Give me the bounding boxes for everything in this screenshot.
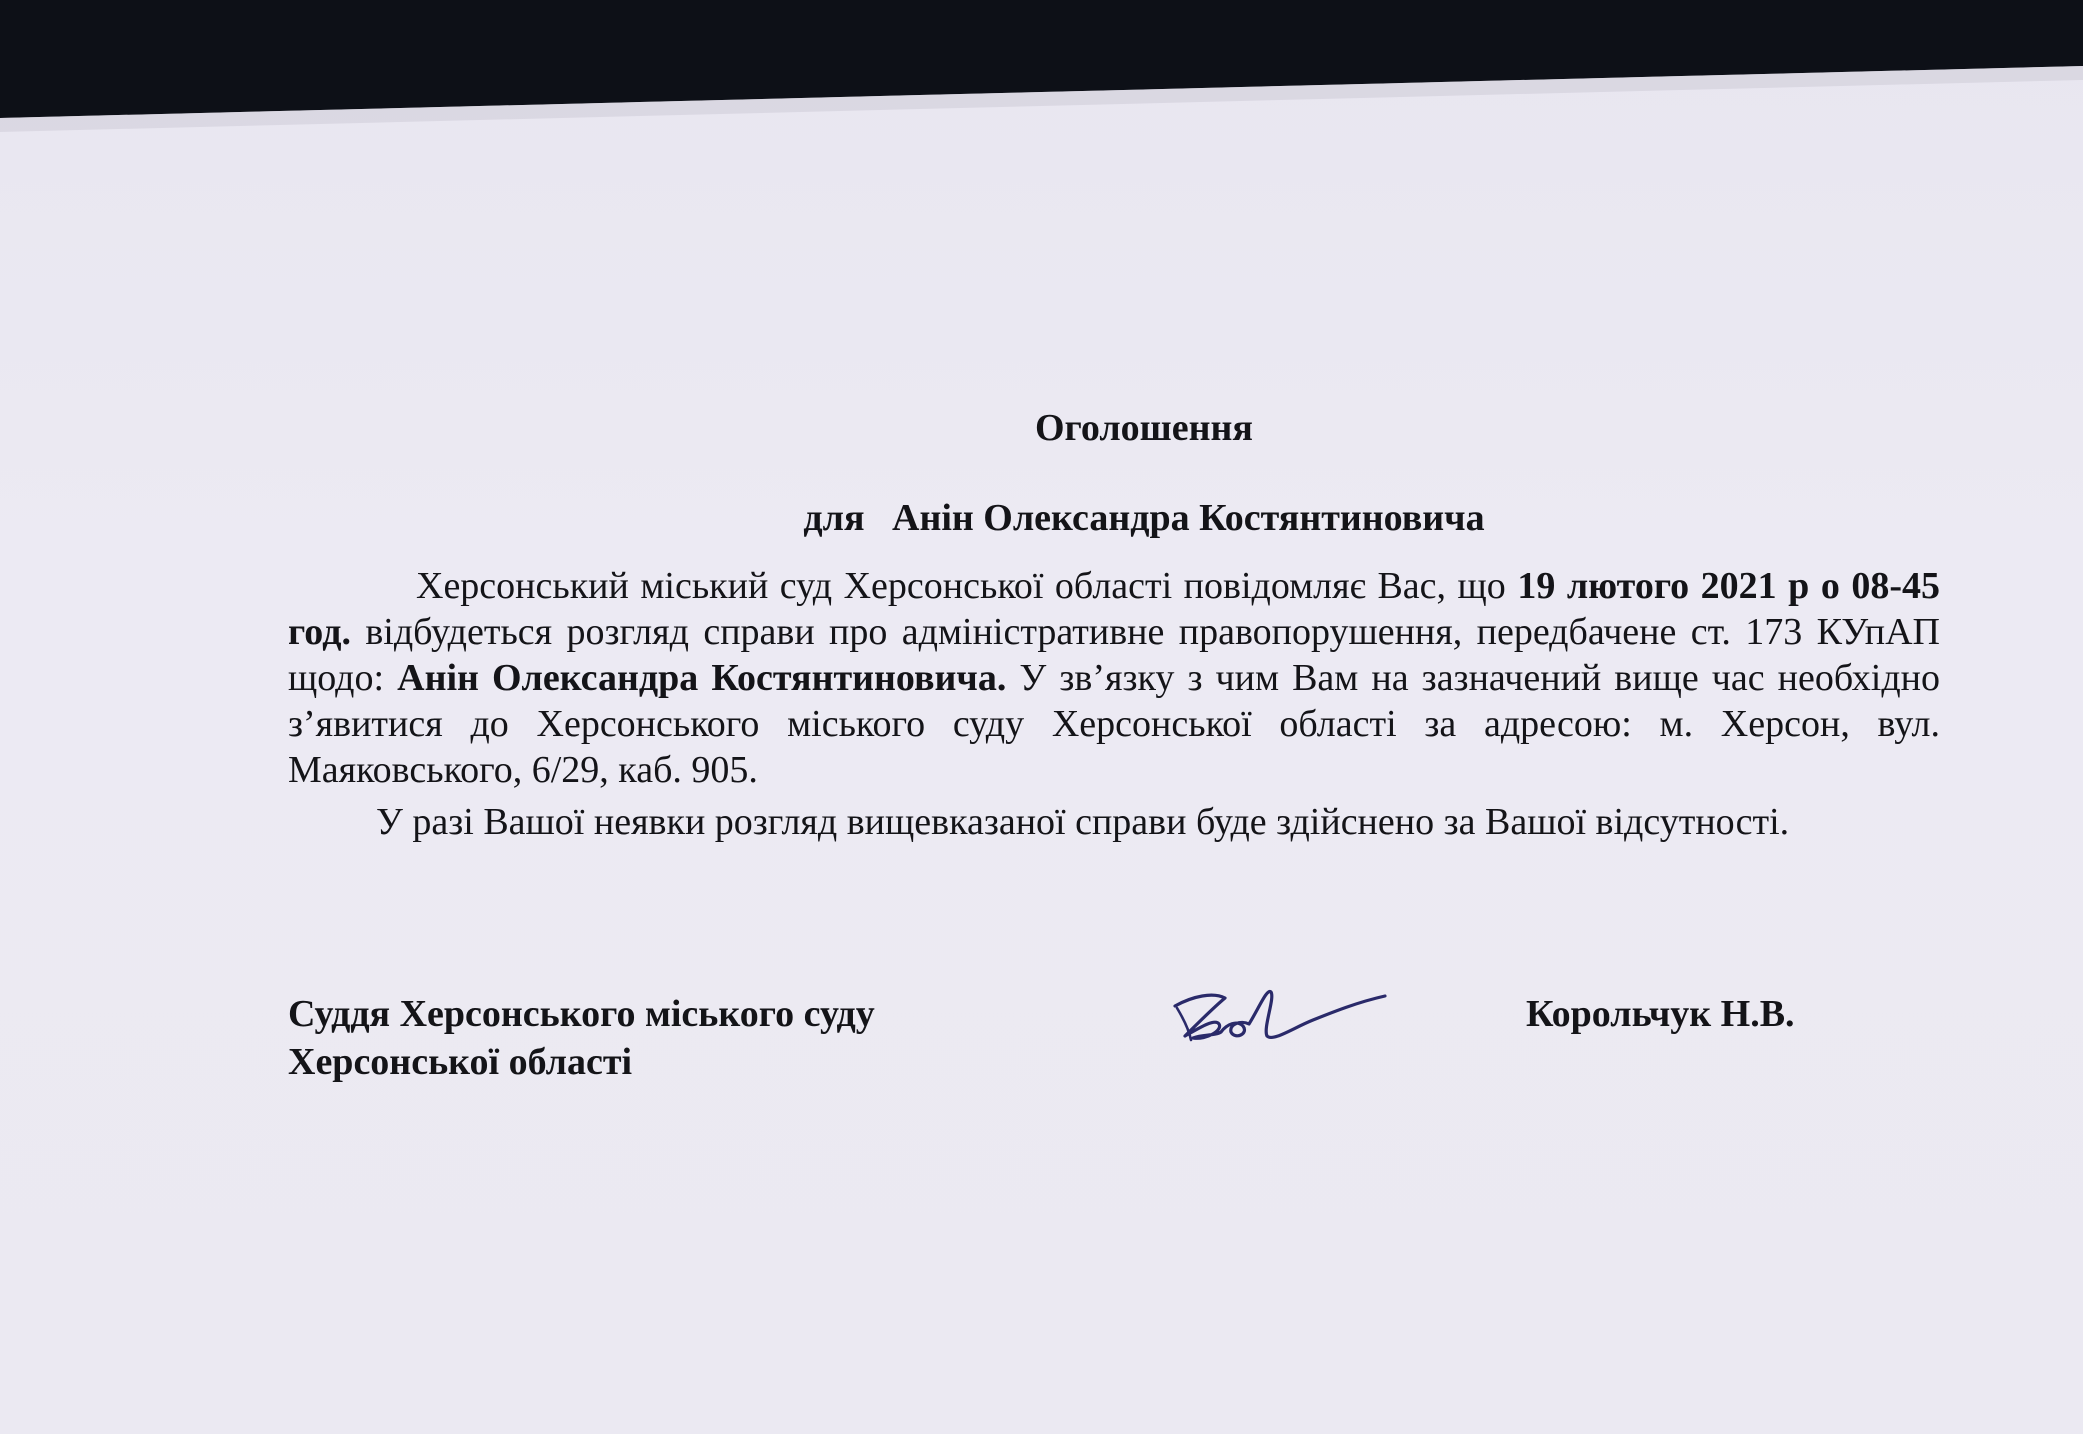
- judge-position-line2: Херсонської області: [288, 1041, 633, 1083]
- paragraph-absence: У разі Вашої неявки розгляд вищевказаної справи буде здійснено за Вашої відсутності.: [376, 801, 1790, 843]
- judge-position: [288, 990, 875, 1086]
- paragraph-notice: [288, 563, 1940, 793]
- defendant-name: Анін Олександра Костянтиновича.: [397, 657, 1007, 699]
- subtitle-prefix: для: [803, 497, 865, 539]
- hearing-date: 19 лютого 2021 р о 08-45 год.: [288, 565, 1940, 653]
- subtitle-name: Анін Олександра Костянтиновича: [892, 497, 1485, 539]
- announcement-body: [288, 405, 1940, 845]
- signature-block: [288, 990, 1988, 1110]
- notice-text-1: Херсонський міський суд Херсонської області повідомляє Вас, що: [416, 565, 1518, 607]
- notice-text-3: У зв’язку з чим Вам на зазначений вище час необхідно з’явитися до Херсонського міського суду Херсонської області за адресою: м. Херсон, вул. Маяковського, 6/29, каб. 905.: [288, 657, 1940, 791]
- notice-text-2: відбудеться розгляд справи про адміністративне правопорушення, передбачене ст. 173 КУпАП щодо:: [288, 611, 1940, 699]
- document-subtitle: [288, 495, 1940, 541]
- judge-position-line1: Суддя Херсонського міського суду: [288, 993, 875, 1035]
- document-title: Оголошення: [1035, 407, 1253, 449]
- judge-name: Корольчук Н.В.: [1526, 993, 1795, 1035]
- handwritten-signature-icon: [1163, 978, 1393, 1058]
